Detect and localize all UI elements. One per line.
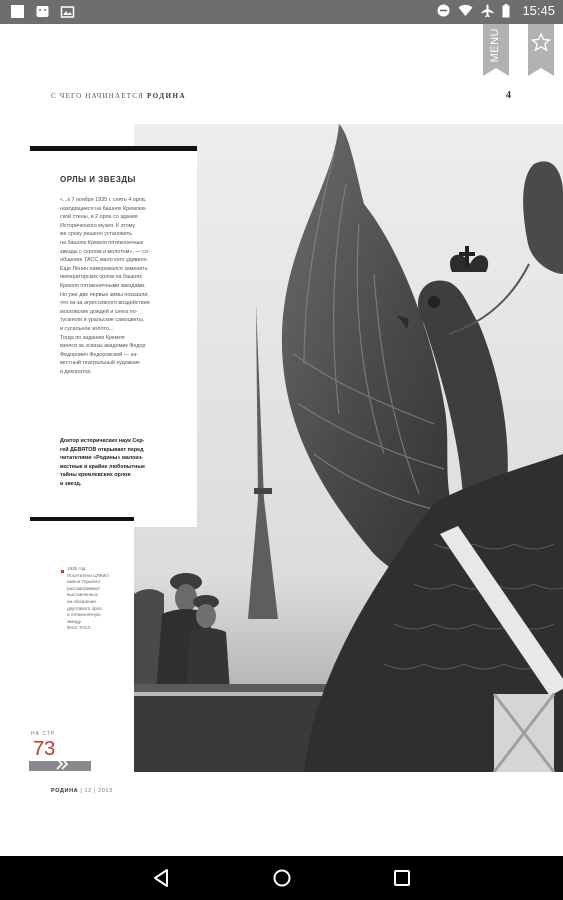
article-line: взялся за эскизы академик Федор [60,343,146,350]
article-line: вестный театральный художник [60,360,140,367]
footer-brand: РОДИНА [51,788,79,794]
article-line: московских дождей и снега по- [60,308,138,315]
lead-line: вестные и крайне любопытные [60,463,145,470]
caption-line: имени Горького [67,579,101,585]
footer-issue: | 12 | 2013 [78,788,113,794]
article-line: общение ТАСС мало кого удивило. [60,257,149,264]
article-line: Кремля пятиконечными звездами. [60,282,146,289]
article-line: Еще Ленин намеревался заменить [60,265,148,272]
article-line: ской стены, и 2 орла со здания [60,214,138,221]
lead-line: тайны кремлевских орлов [60,472,131,479]
article-line: тускнели и уральские самоцветы, [60,317,145,324]
square-notification-icon [10,4,25,19]
home-icon[interactable] [271,867,293,889]
issue-footer [51,788,113,794]
article-bottom-rule [30,517,134,521]
article-line: Федорович Федоровский — из- [60,351,138,358]
article-line: звезды с серпом и молотом», — со- [60,248,150,255]
status-time: 15:45 [522,3,555,18]
article-line: «...к 7 ноября 1935 г. снять 4 орла, [60,197,147,203]
article-line: что из-за агрессивного воздействия [60,300,150,307]
photo-caption [67,566,129,632]
article-line: находящиеся на башнях Кремлев- [60,205,147,212]
article-line: же сроку решено установить [60,231,133,238]
star-icon [528,24,554,60]
running-head-brand: РОДИНА [146,92,187,100]
caption-line: звезду. [67,618,82,624]
wifi-icon [458,4,473,17]
caption-line: Фото ТАСС [67,625,92,631]
lead-line: гей ДЕВЯТОВ открывает перед [60,446,144,453]
caption-line: выставленных [67,592,98,598]
back-icon[interactable] [150,867,172,889]
caption-line: двуглавого орла [67,605,102,611]
status-bar [0,0,563,24]
caption-line: Посетители ЦПКиО [67,572,109,578]
article-line: и сусальное золото... [60,325,114,332]
article-line: Тогда по заданию Кремля [60,334,125,341]
page-number: 4 [506,90,511,101]
do-not-disturb-icon [437,4,450,17]
android-notification-icon [35,4,50,19]
lead-line: и звезд. [60,480,82,487]
running-head [51,92,186,100]
article-line: на башнях Кремля пятиконечные [60,239,144,246]
caption-line: 1935 год. [67,566,87,571]
eagle-photo-illustration [134,124,563,772]
menu-label: MENU [489,28,501,63]
article-title: ОРЛЫ И ЗВЕЗДЫ [60,175,136,184]
article-line: Но уже две первые зимы показали, [60,291,149,298]
navigation-bar [0,856,563,900]
caption-bullet [61,570,64,573]
caption-line: рассматривают [67,585,100,591]
lead-line: Доктор исторических наук Сер- [60,438,145,444]
caption-line: на обозрение [67,598,96,604]
battery-icon [502,4,510,18]
caption-line: и пятиконечную [67,612,101,618]
article-sidebar [30,146,197,527]
airplane-mode-icon [481,4,494,18]
article-body [60,196,188,376]
chevron-right-icon [55,757,71,771]
article-line: императорских орлов на башнях [60,274,142,281]
menu-ribbon-button[interactable] [483,24,509,68]
page-link-prefix: НА СТР. [31,731,57,737]
page-link-number[interactable]: 73 [33,738,56,760]
bookmark-ribbon-button[interactable] [528,24,554,68]
notification-icons [10,4,75,19]
article-line: Исторического музея. К этому [60,222,136,229]
gallery-notification-icon [60,4,75,19]
recents-icon[interactable] [391,867,413,889]
article-line: и декоратор. [60,368,92,375]
eagle-photo [134,124,563,772]
system-icons [437,3,555,18]
running-head-prefix: С ЧЕГО НАЧИНАЕТСЯ [51,92,144,100]
article-lead [60,437,188,489]
lead-line: читателями «Родины» малоиз- [60,455,144,462]
